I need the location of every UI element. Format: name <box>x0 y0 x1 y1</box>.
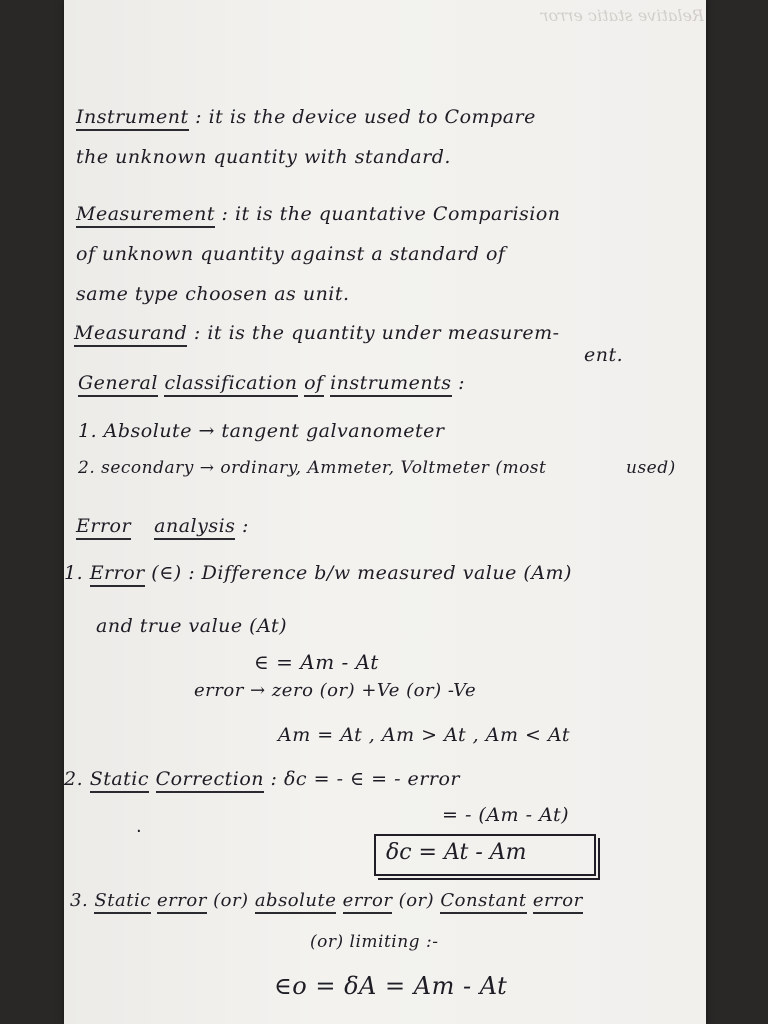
error-definition: (∈) : Difference b/w measured value (Am) <box>151 562 572 584</box>
static-word: Static <box>94 890 150 914</box>
measurement-line-3: same type choosen as unit. <box>76 283 350 305</box>
error-equation: ∈ = Am - At <box>254 650 379 674</box>
correction-word: Correction <box>156 768 264 793</box>
analysis-word: analysis <box>154 515 235 540</box>
measurand-line-2: ent. <box>584 344 624 366</box>
absolute-word: absolute <box>255 890 337 914</box>
general-word: General <box>78 372 158 397</box>
secondary-item-used: used) <box>626 458 676 478</box>
instrument-line-1 <box>76 106 536 128</box>
error-term: Error <box>90 562 145 587</box>
instrument-definition: : it is the device used to Compare <box>195 106 536 128</box>
boxed-equation-text: δc = At - Am <box>386 840 527 865</box>
measurement-definition: : it is the quantative Comparision <box>221 203 561 225</box>
static-word: Static <box>90 768 149 793</box>
static-correction-line-1 <box>64 768 460 790</box>
or-word: (or) <box>213 890 249 911</box>
colon: : <box>458 372 465 394</box>
instrument-term: Instrument <box>76 106 189 131</box>
colon: : <box>241 515 249 537</box>
instrument-line-2: the unknown quantity with standard. <box>76 146 451 168</box>
error-word: Error <box>76 515 131 540</box>
static-error-equation: ∈o = δA = Am - At <box>274 972 508 1000</box>
static-correction-equation: : δc = - ∈ = - error <box>270 768 460 790</box>
error-definition-line-2: and true value (At) <box>96 615 288 637</box>
constant-word: Constant <box>440 890 526 914</box>
error-analysis-heading <box>76 515 249 537</box>
item-number: 3. <box>70 890 89 911</box>
secondary-item: 2. secondary → ordinary, Ammeter, Voltmeter (most <box>78 458 547 478</box>
measurement-term: Measurement <box>76 203 215 228</box>
measurand-term: Measurand <box>74 322 187 347</box>
general-classification-heading <box>78 372 465 394</box>
or-word-2: (or) <box>398 890 435 911</box>
static-correction-line-2: = - (Am - At) <box>442 804 570 826</box>
limiting-line: (or) limiting :- <box>310 932 439 952</box>
error-word-2: error <box>343 890 393 914</box>
error-definition-line-1 <box>64 562 572 584</box>
boxed-equation <box>374 834 596 876</box>
dot-mark: . <box>136 816 142 837</box>
measurand-definition: : it is the quantity under measurem- <box>193 322 560 344</box>
static-error-line-1 <box>70 890 583 911</box>
classification-word: classification <box>164 372 297 397</box>
bleed-through-header: Relative static error <box>540 6 704 25</box>
measurand-line-1 <box>74 322 560 344</box>
error-word: error <box>157 890 207 914</box>
notebook-page <box>64 0 706 1024</box>
error-word-3: error <box>533 890 583 914</box>
measurement-line-1 <box>76 203 561 225</box>
of-word: of <box>304 372 323 397</box>
error-types: error → zero (or) +Ve (or) -Ve <box>194 680 477 701</box>
instruments-word: instruments <box>330 372 451 397</box>
absolute-item: 1. Absolute → tangent galvanometer <box>78 420 445 442</box>
item-number: 2. <box>64 768 84 790</box>
item-number: 1. <box>64 562 84 584</box>
error-conditions: Am = At , Am > At , Am < At <box>278 724 571 746</box>
measurement-line-2: of unknown quantity against a standard of <box>76 243 506 265</box>
